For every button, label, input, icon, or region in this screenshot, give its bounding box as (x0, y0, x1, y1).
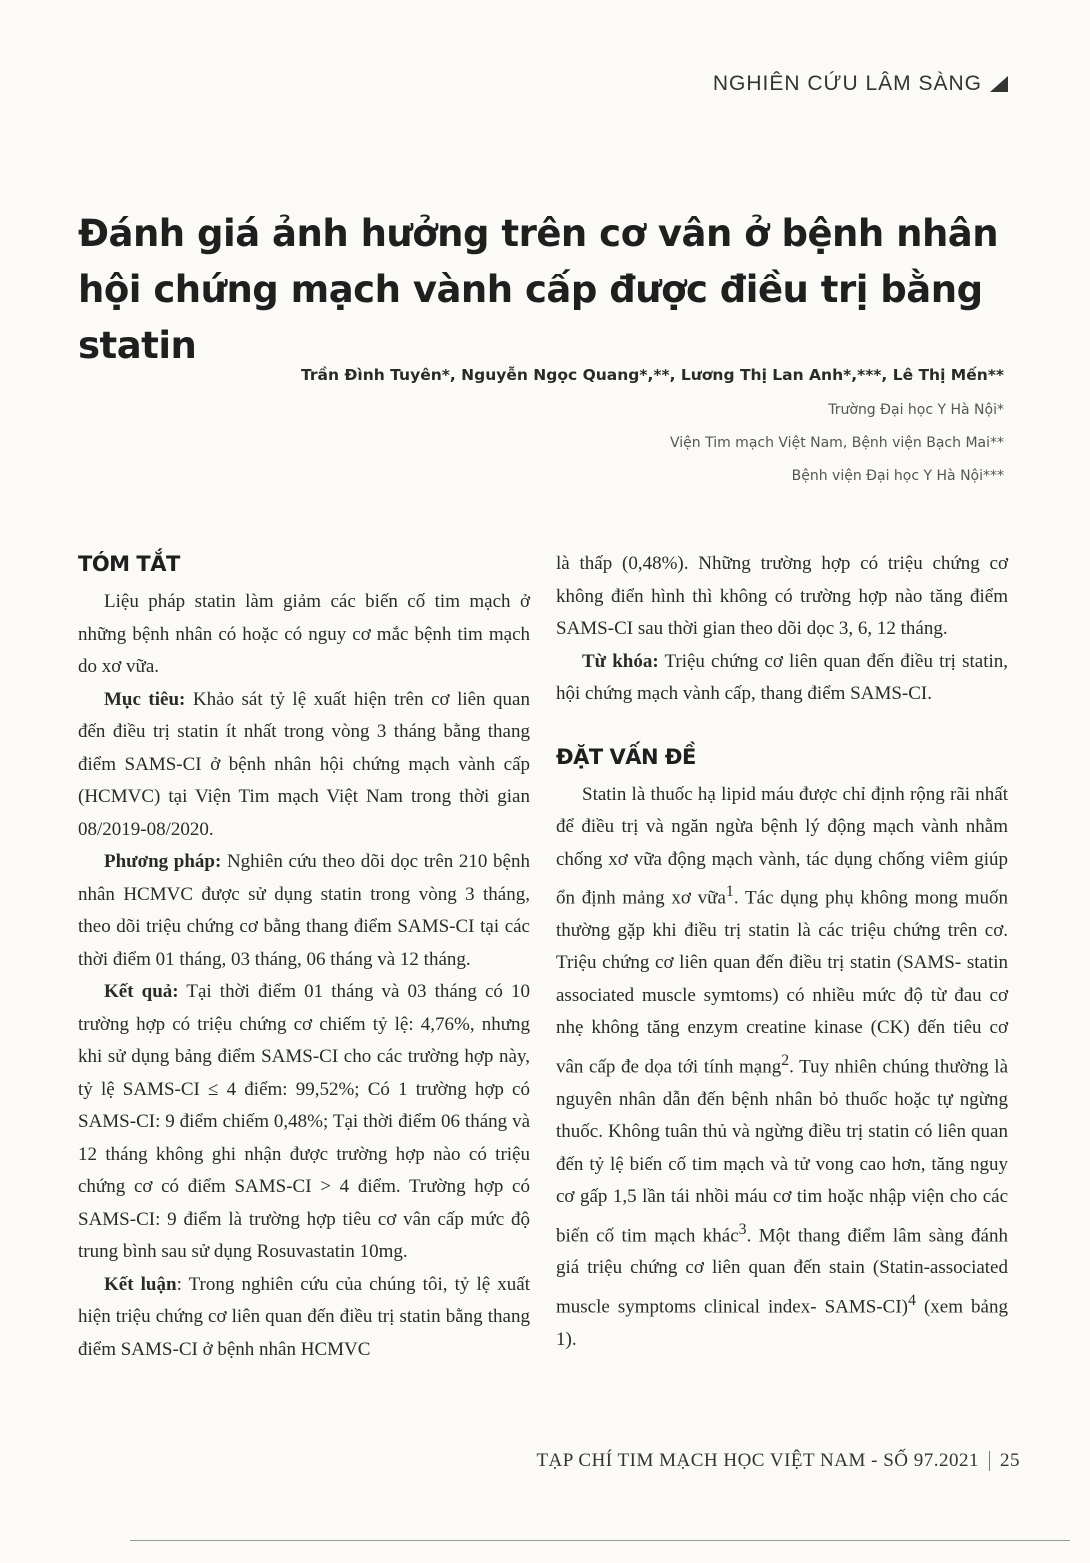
problem-text-b: . Tác dụng phụ không mong muốn thường gặp khi điều trị statin là các triệu chứng trên cơ. Triệu chứng cơ liên quan đến điều trị statin (SAMS- statin associated muscle symtoms) có nhiều mức độ từ đau cơ nhẹ không tăng enzym creatine kinase (CK) đến tiêu cơ vân cấp đe dọa tới tính mạng (556, 887, 1008, 1078)
article-title: Đánh giá ảnh hưởng trên cơ vân ở bệnh nhân hội chứng mạch vành cấp được điều trị bằng statin (78, 212, 999, 367)
abstract-conclusion-cont: là thấp (0,48%). Những trường hợp có triệu chứng cơ không điển hình thì không có trường hợp nào tăng điểm SAMS-CI sau thời gian theo dõi dọc 3, 6, 12 tháng. (556, 553, 1008, 639)
affiliation-3: Bệnh viện Đại học Y Hà Nội*** (791, 468, 1004, 484)
keywords-text: Triệu chứng cơ liên quan đến điều trị statin, hội chứng mạch vành cấp, thang điểm SAMS-CI. (556, 650, 1008, 704)
abstract-heading: TÓM TẮT (78, 552, 180, 576)
right-column (556, 548, 1008, 1356)
problem-heading: ĐẶT VẤN ĐỀ (556, 744, 696, 769)
abstract-methods (78, 846, 530, 976)
left-column (78, 548, 530, 1366)
problem-paragraph (556, 779, 1008, 1357)
problem-text-e: (xem bảng 1). (556, 1296, 1008, 1350)
results-label: Kết quả: (104, 981, 179, 1002)
ref-1: 1 (725, 883, 734, 900)
methods-label: Phương pháp: (104, 851, 222, 872)
affiliation-2: Viện Tim mạch Việt Nam, Bệnh viện Bạch Mai** (669, 435, 1004, 451)
section-label-text: NGHIÊN CỨU LÂM SÀNG (712, 72, 982, 95)
ref-4: 4 (908, 1291, 916, 1309)
conclusion-label: Kết luận (104, 1273, 177, 1295)
problem-text-c: . Tuy nhiên chúng thường là nguyên nhân dẫn đến bệnh nhân bỏ thuốc hoặc tự ngừng thuốc. Không tuân thủ và ngừng điều trị statin có liên quan đến tỷ lệ biến cố tim mạch và tử vong cao hơn, tăng nguy cơ gấp 1,5 lần tái nhồi máu cơ tim hoặc nhập viện cho các biến cố tim mạch khác (556, 1056, 1008, 1246)
conclusion-text: : Trong nghiên cứu của chúng tôi, tỷ lệ xuất hiện triệu chứng cơ liên quan đến điều trị statin bằng thang điểm SAMS-CI ở bệnh nhân HCMVC (78, 1273, 530, 1360)
methods-text: Nghiên cứu theo dõi dọc trên 210 bệnh nhân HCMVC được sử dụng statin trong vòng 3 tháng, theo dõi triệu chứng cơ bằng thang điểm SAMS-CI tại các thời điểm 01 tháng, 03 tháng, 06 tháng và 12 tháng. (78, 851, 530, 970)
abstract-intro: Liệu pháp statin làm giảm các biến cố tim mạch ở những bệnh nhân có hoặc có nguy cơ mắc bệnh tim mạch do xơ vữa. (78, 591, 530, 677)
journal-name: TẠP CHÍ TIM MẠCH HỌC VIỆT NAM - SỐ 97.2021 (536, 1450, 979, 1471)
authors: Trần Đình Tuyên*, Nguyễn Ngọc Quang*,**, Lương Thị Lan Anh*,***, Lê Thị Mến** (301, 366, 1004, 384)
ref-2: 2 (781, 1051, 790, 1069)
triangle-icon (990, 76, 1008, 92)
keywords (556, 646, 1008, 711)
ref-3: 3 (738, 1220, 747, 1238)
page-footer (420, 1450, 1020, 1472)
abstract-objective (78, 684, 530, 847)
bottom-rule (130, 1540, 1070, 1541)
abstract-results (78, 976, 530, 1269)
results-text: Tại thời điểm 01 tháng và 03 tháng có 10 trường hợp có triệu chứng cơ chiếm tỷ lệ: 4,76%, nhưng khi sử dụng bảng điểm SAMS-CI cho các trường hợp này, tỷ lệ SAMS-CI ≤ 4 điểm: 99,52%; Có 1 trường hợp có SAMS-CI: 9 điểm chiếm 0,48%; Tại thời điểm 06 tháng và 12 tháng không ghi nhận được trường hợp nào có triệu chứng cơ có điểm SAMS-CI > 4 điểm. Trường hợp có SAMS-CI: 9 điểm là trường hợp tiêu cơ vân cấp mức độ trung bình sau sử dụng Rosuvastatin 10mg. (78, 981, 530, 1262)
problem-text-a: Statin là thuốc hạ lipid máu được chỉ định rộng rãi nhất để điều trị và ngăn ngừa bệnh lý động mạch vành nhằm chống xơ vữa động mạch vành, tác dụng chống viêm giúp ổn định mảng xơ vữa (556, 783, 1008, 909)
objective-text: Khảo sát tỷ lệ xuất hiện trên cơ liên quan đến điều trị statin ít nhất trong vòng 3 tháng bằng thang điểm SAMS-CI ở bệnh nhân hội chứng mạch vành cấp (HCMVC) tại Viện Tim mạch Việt Nam trong thời gian 08/2019-08/2020. (78, 688, 530, 840)
section-label (713, 72, 1008, 96)
page-number: 25 (1000, 1450, 1020, 1471)
abstract-conclusion (78, 1269, 530, 1367)
affiliation-1: Trường Đại học Y Hà Nội* (828, 402, 1004, 418)
keywords-label: Từ khóa: (582, 650, 659, 672)
problem-text-d: . Một thang điểm lâm sàng đánh giá triệu chứng cơ liên quan đến stain (Statin-associated muscle symptoms clinical index- SAMS-CI) (556, 1224, 1008, 1318)
footer-divider (989, 1451, 990, 1471)
objective-label: Mục tiêu: (104, 688, 186, 710)
